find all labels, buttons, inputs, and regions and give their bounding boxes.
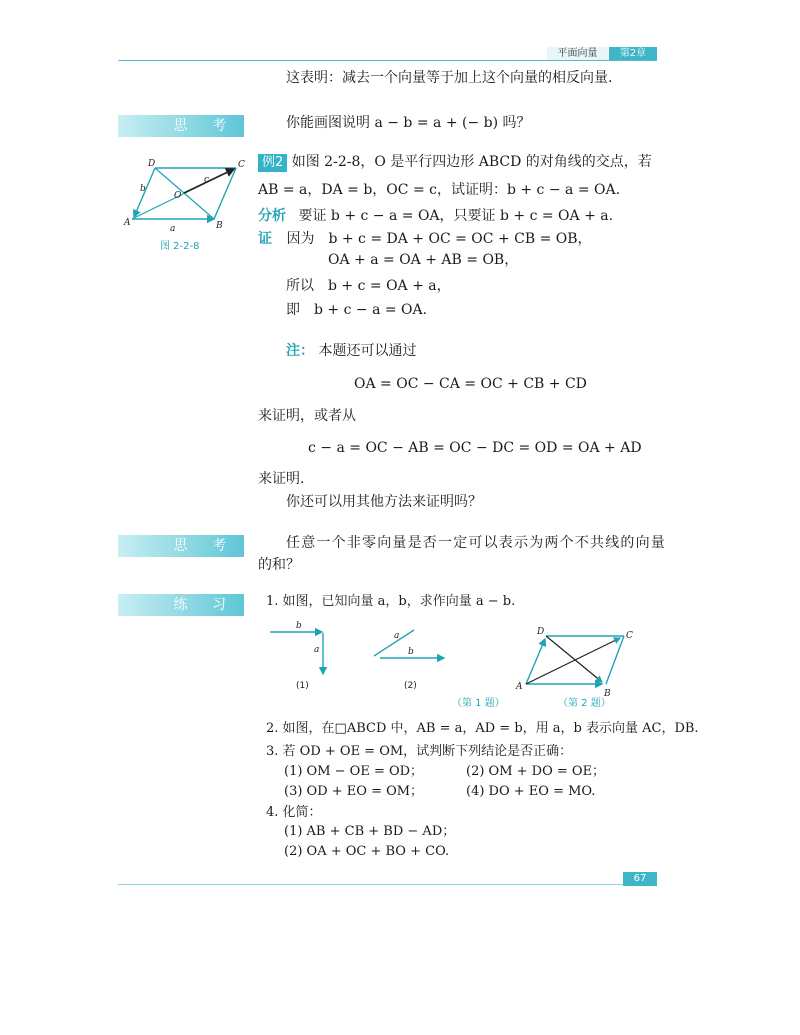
header-divider	[118, 60, 657, 61]
fig2-a-label: a	[394, 631, 400, 641]
edge-bc	[214, 168, 236, 219]
think-question-2-line-1: 任意一个非零向量是否一定可以表示为两个不共线的向量	[286, 535, 666, 551]
vector-c-label: c	[204, 175, 210, 185]
exercise-q3-3: (3) OD + EO = OM；	[284, 784, 424, 799]
q2-edge-ad	[526, 639, 545, 684]
fig2-caption: （第 2 题）	[558, 698, 611, 709]
example-tag: 例2	[258, 154, 287, 172]
conclusion-line: 这表明：减去一个向量等于加上这个向量的相反向量.	[286, 70, 613, 86]
proof-line-2: OA + a = OA + AB = OB，	[328, 252, 519, 268]
vector-a-label: a	[170, 224, 176, 234]
note-line	[286, 341, 416, 361]
analysis-label: 分析	[258, 208, 286, 224]
think-banner-2: 思 考	[118, 535, 244, 557]
example-2-line-2: AB = a，DA = b，OC = c，试证明：b + c − a = OA.	[258, 182, 621, 198]
example-2-line-1	[258, 152, 652, 172]
fig1-sub-1: (1)	[296, 681, 309, 691]
point-d-label: D	[148, 159, 156, 169]
note-equation-1: OA = OC − CA = OC + CB + CD	[354, 376, 587, 392]
proof-line-4: 即 b + c − a = OA.	[286, 302, 428, 318]
figure-caption: 图 2-2-8	[160, 241, 200, 252]
point-o-label: O	[174, 191, 182, 201]
header-chapter: 第2章	[609, 47, 657, 61]
exercise-q3-2: (2) OM + DO = OE；	[466, 764, 606, 779]
think-banner-1: 思 考	[118, 115, 244, 137]
vector-b-label: b	[140, 184, 146, 194]
fig1-a-label: a	[314, 645, 320, 655]
q2-point-d: D	[537, 627, 545, 637]
exercise-q3-4: (4) DO + EO = MO.	[466, 784, 596, 799]
fig1-caption: （第 1 题）	[452, 698, 505, 709]
point-a-label: A	[124, 218, 131, 228]
page-number: 67	[623, 872, 657, 886]
note-label: 注：	[286, 343, 314, 359]
example-2-text-1: 如图 2-2-8，O 是平行四边形 ABCD 的对角线的交点，若	[291, 154, 652, 170]
q2-diagonal-db	[546, 636, 602, 682]
footer-divider	[118, 884, 624, 885]
exercise-q1: 1. 如图，已知向量 a，b，求作向量 a − b.	[266, 594, 516, 609]
note-end: 来证明.	[258, 471, 305, 487]
q2-point-c: C	[626, 631, 633, 641]
q2-diagonal-ac	[526, 638, 620, 684]
analysis-line	[258, 204, 613, 228]
fig1-sub-2: (2)	[404, 681, 417, 691]
fig2-b-label: b	[408, 647, 414, 657]
point-c-label: C	[238, 160, 245, 170]
exercise-q2: 2. 如图，在□ABCD 中，AB = a，AD = b，用 a，b 表示向量 AC，DB.	[266, 721, 699, 736]
exercise-figures	[262, 618, 662, 714]
think-question-1: 你能画图说明 a − b = a + (− b) 吗？	[286, 115, 531, 131]
exercise-q3-1: (1) OM − OE = OD；	[284, 764, 424, 779]
note-middle: 来证明，或者从	[258, 408, 356, 424]
header-section: 平面向量	[547, 47, 608, 61]
exercise-q3: 3. 若 OD + OE = OM，试判断下列结论是否正确：	[266, 744, 573, 759]
exercise-q4: 4. 化简：	[266, 805, 322, 820]
analysis-text: 要证 b + c − a = OA，只要证 b + c = OA + a.	[298, 208, 614, 224]
proof-line-3: 所以 b + c = OA + a，	[286, 278, 451, 294]
think-question-2-line-2: 的和？	[258, 557, 300, 573]
point-b-label: B	[216, 221, 223, 231]
note-equation-2: c − a = OC − AB = OC − DC = OD = OA + AD	[308, 440, 642, 456]
exercise-q4-1: (1) AB + CB + BD − AD；	[284, 824, 456, 839]
proof-label: 证	[258, 231, 272, 247]
note-question: 你还可以用其他方法来证明吗？	[286, 494, 482, 510]
figure-2-2-8	[122, 155, 252, 235]
fig1-b-label: b	[296, 621, 302, 631]
proof-text-1: 因为 b + c = DA + OC = OC + CB = OB，	[286, 231, 592, 247]
note-text: 本题还可以通过	[318, 343, 417, 359]
q2-point-a: A	[516, 682, 523, 692]
q2-point-b: B	[604, 689, 611, 699]
exercise-banner: 练 习	[118, 594, 244, 616]
exercise-q4-2: (2) OA + OC + BO + CO.	[284, 844, 450, 859]
